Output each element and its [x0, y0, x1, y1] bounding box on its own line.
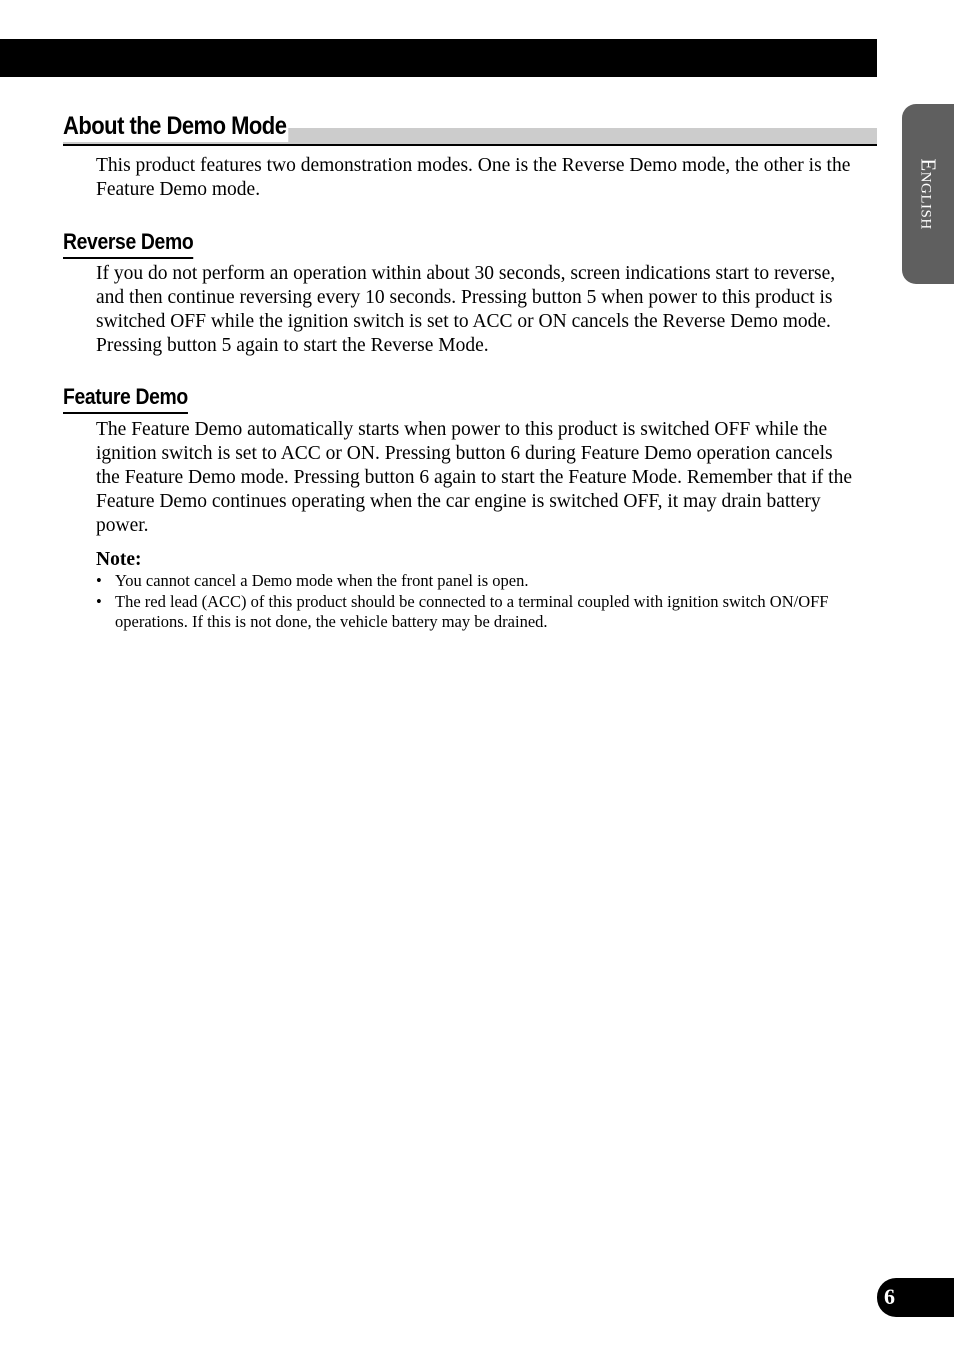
page-number-tab — [877, 1278, 954, 1317]
section-title: About the Demo Mode — [63, 112, 287, 140]
note-item — [96, 592, 856, 632]
note-item — [96, 571, 856, 591]
note-item-text: The red lead (ACC) of this product should be connected to a terminal coupled with ignition switch ON/OFF operations. If this is not done, the vehicle battery may be drained. — [115, 592, 829, 631]
bullet-icon: • — [96, 592, 102, 611]
note-label: Note: — [96, 549, 142, 570]
reverse-demo-text: If you do not perform an operation within about 30 seconds, screen indications start to reverse, and then continue reversing every 10 seconds. Pressing button 5 when power to this product is switched OFF while the ignition switch is set to ACC or ON cancels the Reverse Demo mode. Pressing button 5 again to start the Reverse Mode. — [96, 263, 836, 356]
feature-demo-text: The Feature Demo automatically starts when power to this product is switched OFF while the ignition switch is set to ACC or ON. Pressing button 6 during Feature Demo operation cancels the Feature Demo mode. Pressing button 6 again to start the Feature Mode. Remember that if the Feature Demo continues operating when the car engine is switched OFF, it may drain battery power. — [96, 419, 852, 536]
language-tab — [902, 104, 954, 284]
bullet-icon: • — [96, 571, 102, 590]
language-tab-label: English — [916, 158, 941, 230]
section-intro: This product features two demonstration modes. One is the Reverse Demo mode, the other is the Feature Demo mode. — [96, 155, 851, 200]
section-heading-rule — [63, 144, 877, 146]
reverse-demo-heading: Reverse Demo — [63, 228, 193, 259]
feature-demo-heading: Feature Demo — [63, 383, 188, 414]
note-item-text: You cannot cancel a Demo mode when the front panel is open. — [115, 571, 529, 590]
note-list — [96, 571, 856, 633]
header-bar — [0, 39, 877, 77]
page-number: 6 — [884, 1284, 895, 1309]
